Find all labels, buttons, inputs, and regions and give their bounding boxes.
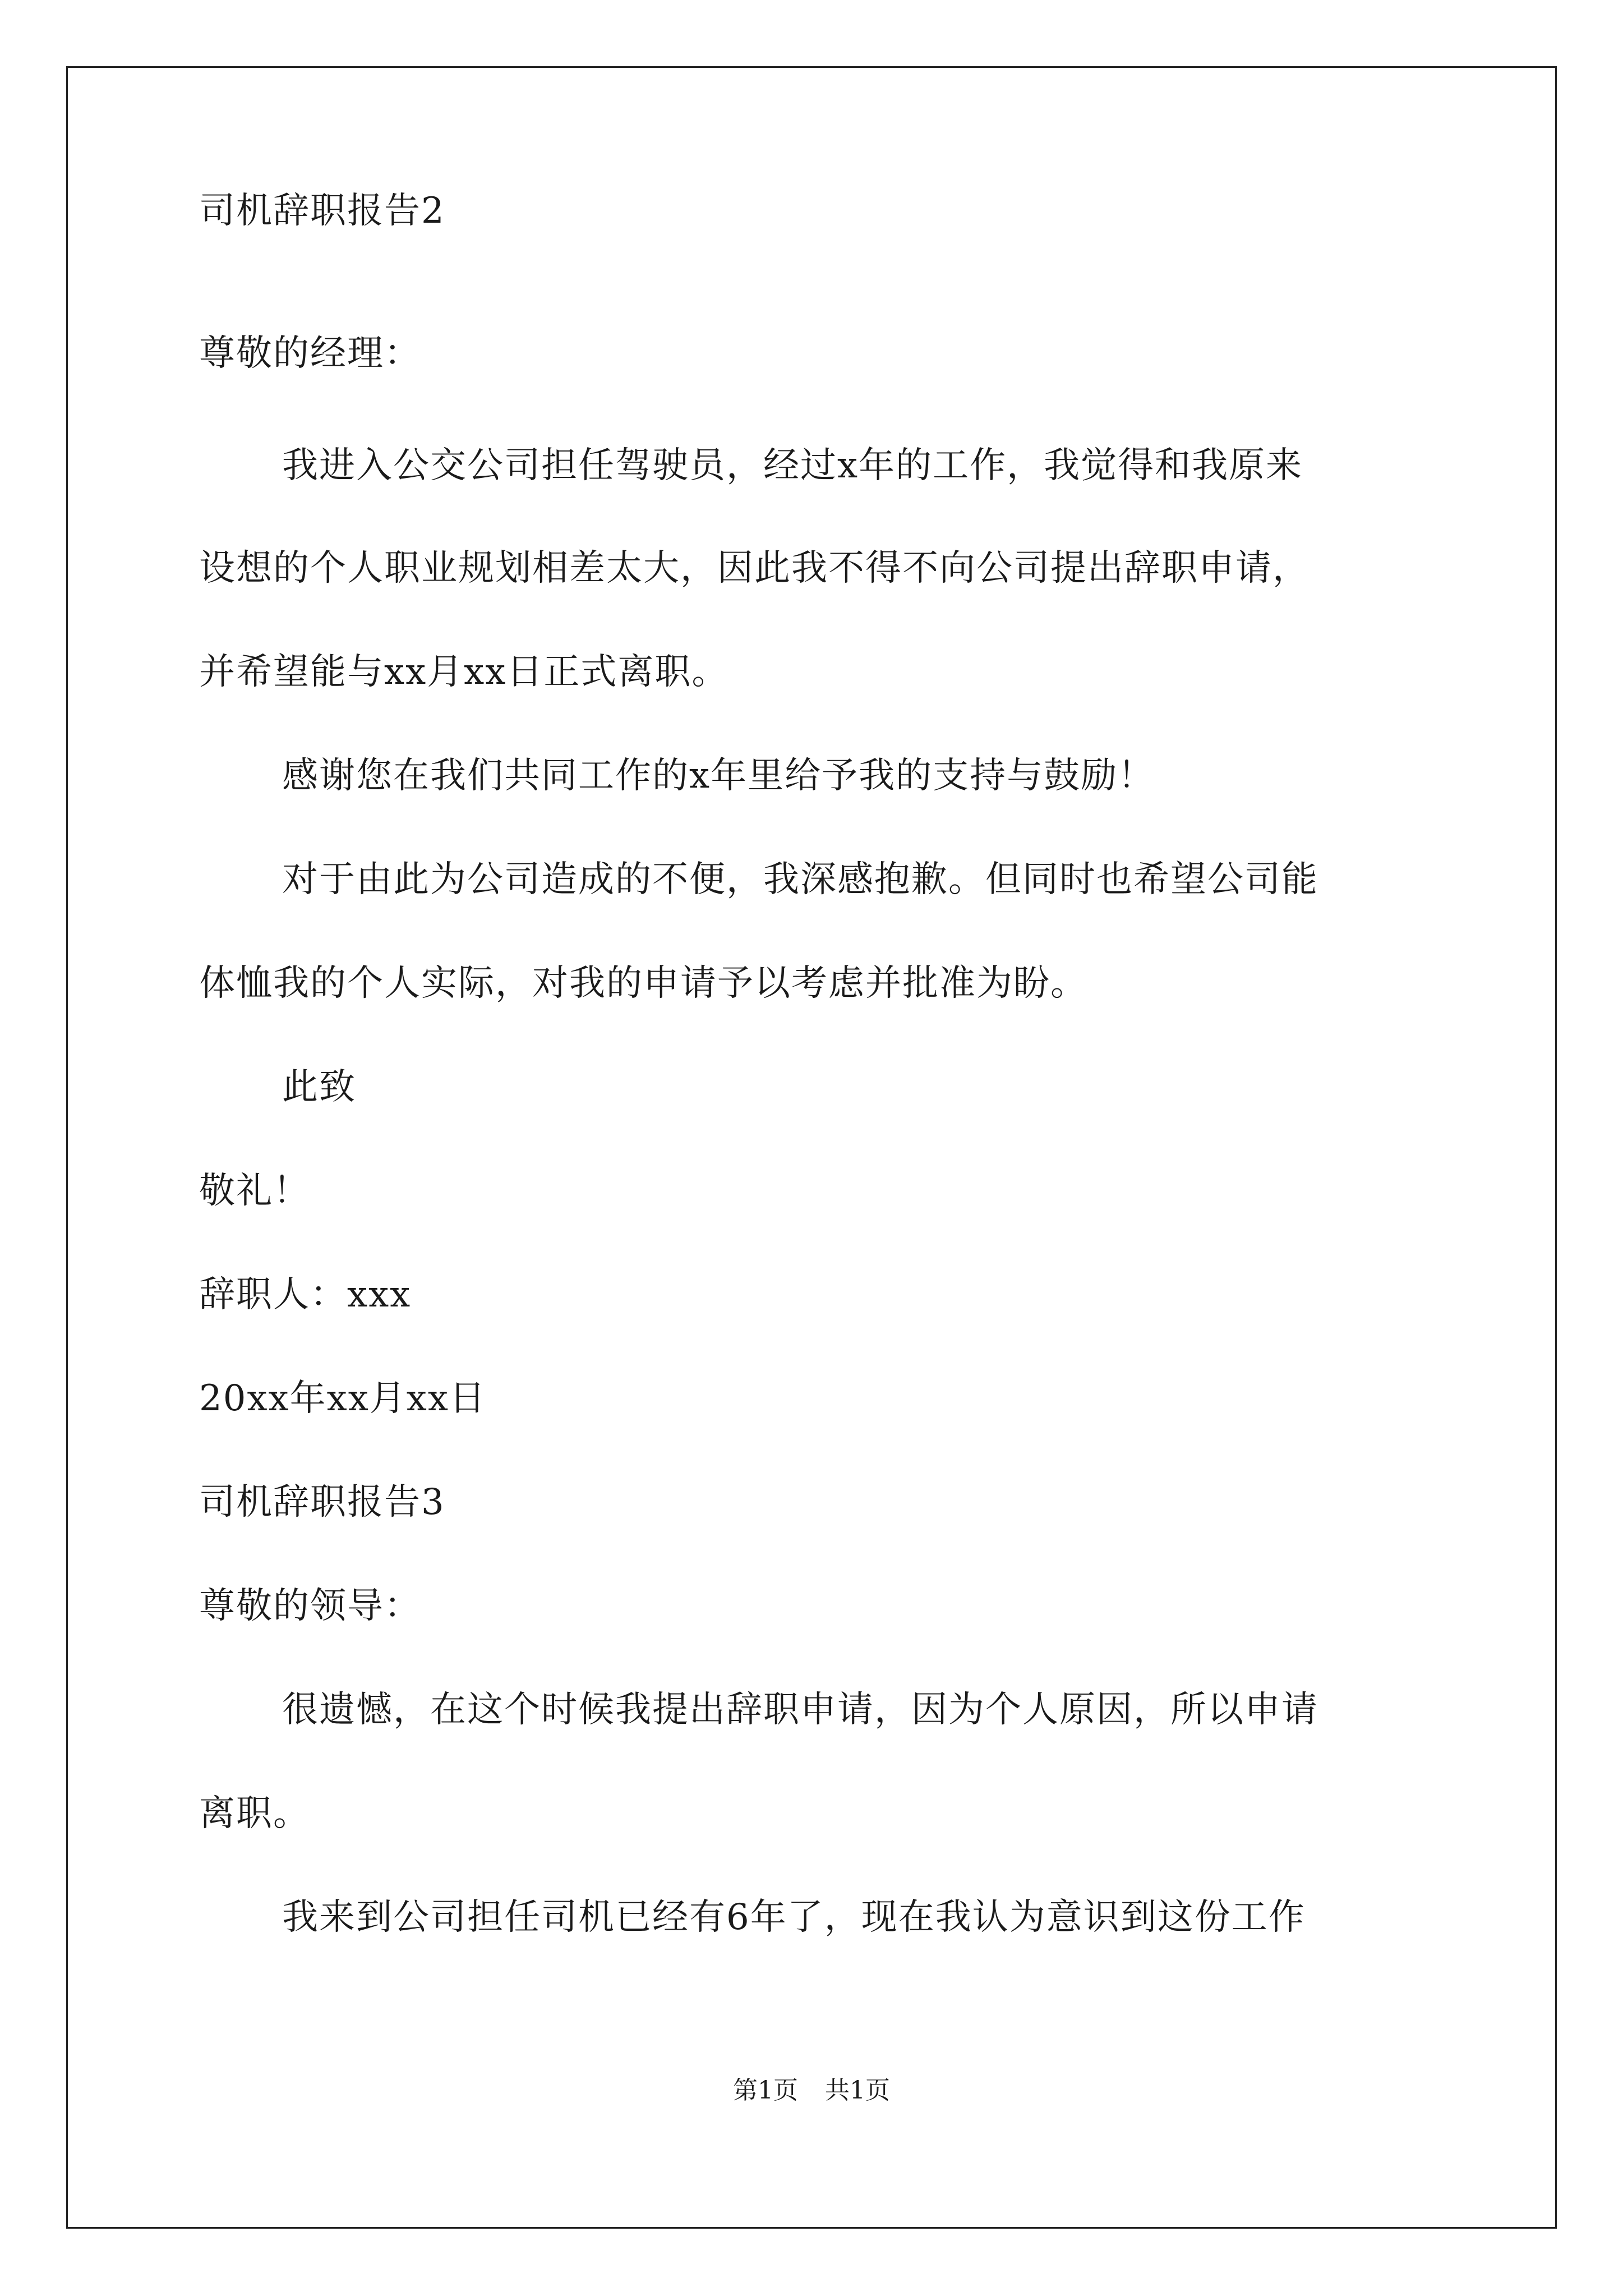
paragraph-line: 并希望能与xx月xx日正式离职。 — [199, 651, 729, 693]
paragraph-line: 感谢您在我们共同工作的x年里给予我的支持与鼓励！ — [282, 755, 1155, 797]
page-footer — [0, 2074, 1623, 2108]
signature: 辞职人：xxx — [199, 1274, 412, 1315]
salutation: 尊敬的经理： — [199, 333, 421, 374]
section-title: 司机辞职报告3 — [199, 1481, 445, 1523]
section-title: 司机辞职报告2 — [199, 190, 445, 232]
page-number: 第1页 — [733, 2076, 798, 2105]
closing-line: 敬礼！ — [199, 1170, 310, 1212]
salutation: 尊敬的领导： — [199, 1585, 421, 1627]
paragraph-line: 我来到公司担任司机已经有6年了，现在我认为意识到这份工作 — [282, 1897, 1306, 1938]
date: 20xx年xx月xx日 — [199, 1378, 486, 1419]
paragraph-line: 体恤我的个人实际，对我的申请予以考虑并批准为盼。 — [199, 963, 1087, 1004]
page-total: 共1页 — [825, 2076, 890, 2105]
paragraph-line: 我进入公交公司担任驾驶员，经过x年的工作，我觉得和我原来 — [282, 445, 1303, 486]
closing-line: 此致 — [282, 1066, 356, 1108]
paragraph-line: 离职。 — [199, 1793, 310, 1834]
paragraph-line: 很遗憾，在这个时候我提出辞职申请，因为个人原因，所以申请 — [282, 1689, 1318, 1731]
paragraph-line: 对于由此为公司造成的不便，我深感抱歉。但同时也希望公司能 — [282, 859, 1318, 900]
paragraph-line: 设想的个人职业规划相差太大，因此我不得不向公司提出辞职申请， — [199, 547, 1310, 589]
